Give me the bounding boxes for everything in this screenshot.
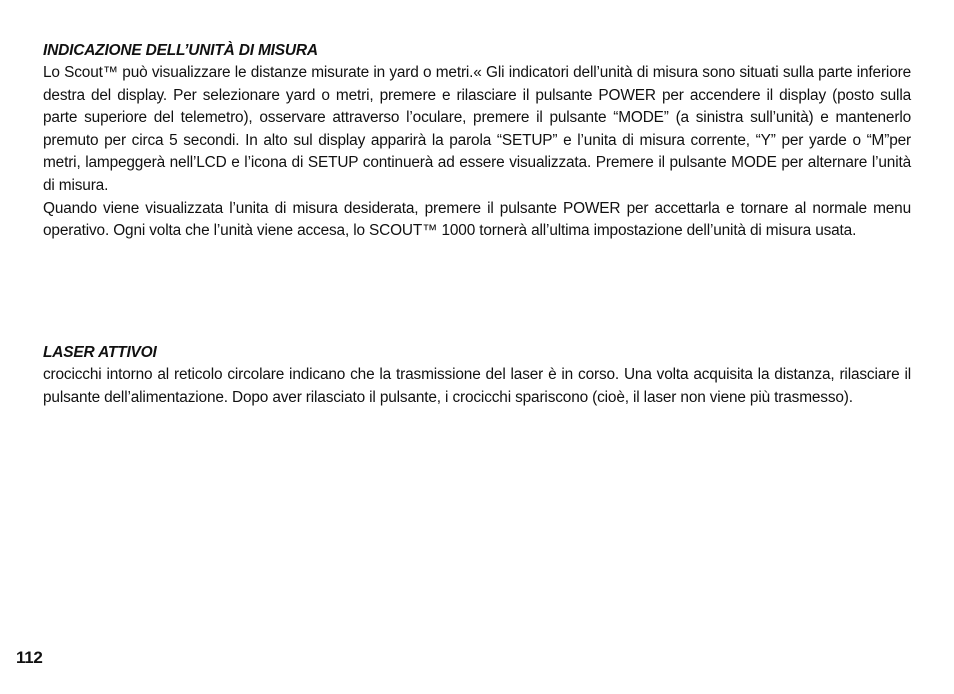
paragraph: crocicchi intorno al reticolo circolare indicano che la trasmissione del laser è in corso. Una volta acquisita la distanza, rilasciare il pulsante dell’alimentazione. Dopo aver rilasciato il pulsante, i crocicchi spariscono (cioè, il laser non viene più trasmesso).	[43, 366, 911, 406]
section-laser-active	[43, 342, 911, 409]
section-heading: LASER ATTIVOI	[43, 344, 157, 361]
paragraph: Lo Scout™ può visualizzare le distanze misurate in yard o metri.« Gli indicatori dell’unità di misura sono situati sulla parte inferiore destra del display. Per selezionare yard o metri, premere e rilasciare il pulsante POWER per accendere il display (posto sulla parte superiore del telemetro), osservare attraverso l’oculare, premere il pulsante “MODE” (a sinistra sull’unità) e mantenerlo premuto per circa 5 secondi. In alto sul display apparirà la parola “SETUP” e l’unita di misura corrente, “Y” per yarde o “M”per metri, lampeggerà nell’LCD e l’icona di SETUP continuerà ad essere visualizzata. Premere il pulsante MODE per alternare l’unità di misura.	[43, 64, 911, 194]
paragraph: Quando viene visualizzata l’unita di misura desiderata, premere il pulsante POWER per accettarla e tornare al normale menu operativo. Ogni volta che l’unità viene accesa, lo SCOUT™ 1000 tornerà all’ultima impostazione dell’unità di misura usata.	[43, 199, 911, 240]
page-number: 112	[16, 648, 43, 667]
section-unit-of-measure	[43, 40, 911, 243]
section-heading: INDICAZIONE DELL’UNITÀ DI MISURA	[43, 42, 318, 59]
